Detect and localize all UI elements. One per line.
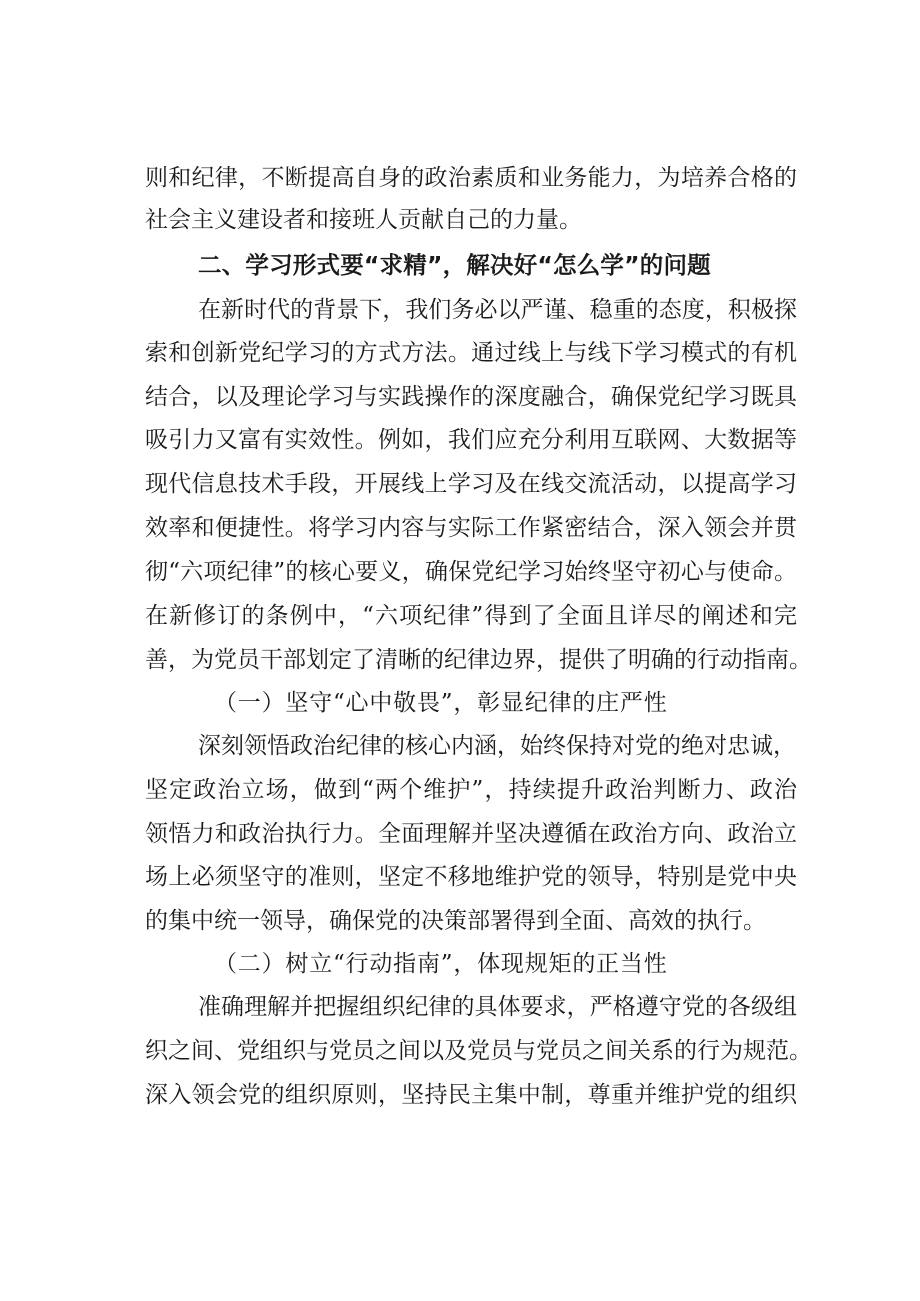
continuation-line-2: 社会主义建设者和接班人贡献自己的力量。 <box>145 207 582 233</box>
paragraph1-line-1: 在新时代的背景下，我们务必以严谨、稳重的态度，积极探 <box>198 297 797 323</box>
paragraph1-line-4: 吸引力又富有实效性。例如，我们应充分利用互联网、大数据等 <box>145 427 797 453</box>
paragraph1-line-9: 善，为党员干部划定了清晰的纪律边界，提供了明确的行动指南。 <box>145 647 812 673</box>
subheading-2: （二）树立“行动指南”，体现规矩的正当性 <box>214 951 668 977</box>
paragraph2-line-4: 场上必须坚守的准则，坚定不移地维护党的领导，特别是党中央 <box>145 864 797 890</box>
section-heading: 二、学习形式要“求精”，解决好“怎么学”的问题 <box>198 251 711 279</box>
subheading-1: （一）坚守“心中敬畏”，彰显纪律的庄严性 <box>214 690 668 716</box>
paragraph3-line-2: 织之间、党组织与党员之间以及党员与党员之间关系的行为规范。 <box>145 1038 812 1064</box>
paragraph1-line-3: 结合，以及理论学习与实践操作的深度融合，确保党纪学习既具 <box>145 384 797 410</box>
paragraph2-line-5: 的集中统一领导，确保党的决策部署得到全面、高效的执行。 <box>145 908 766 934</box>
paragraph2-line-2: 坚定政治立场，做到“两个维护”，持续提升政治判断力、政治 <box>145 777 797 803</box>
paragraph2-line-3: 领悟力和政治执行力。全面理解并坚决遵循在政治方向、政治立 <box>145 821 797 847</box>
paragraph1-line-6: 效率和便捷性。将学习内容与实际工作紧密结合，深入领会并贯 <box>145 515 797 541</box>
paragraph3-line-3: 深入领会党的组织原则，坚持民主集中制，尊重并维护党的组织 <box>145 1082 797 1108</box>
paragraph2-line-1: 深刻领悟政治纪律的核心内涵，始终保持对党的绝对忠诚， <box>198 733 796 759</box>
paragraph1-line-5: 现代信息技术手段，开展线上学习及在线交流活动，以提高学习 <box>145 471 797 497</box>
paragraph3-line-1: 准确理解并把握组织纪律的具体要求，严格遵守党的各级组 <box>198 994 797 1020</box>
paragraph1-line-8: 在新修订的条例中，“六项纪律”得到了全面且详尽的阐述和完 <box>145 603 797 629</box>
paragraph1-line-7: 彻“六项纪律”的核心要义，确保党纪学习始终坚守初心与使命。 <box>145 559 797 585</box>
paragraph1-line-2: 索和创新党纪学习的方式方法。通过线上与线下学习模式的有机 <box>145 340 797 366</box>
continuation-line-1: 则和纪律，不断提高自身的政治素质和业务能力，为培养合格的 <box>145 165 797 191</box>
